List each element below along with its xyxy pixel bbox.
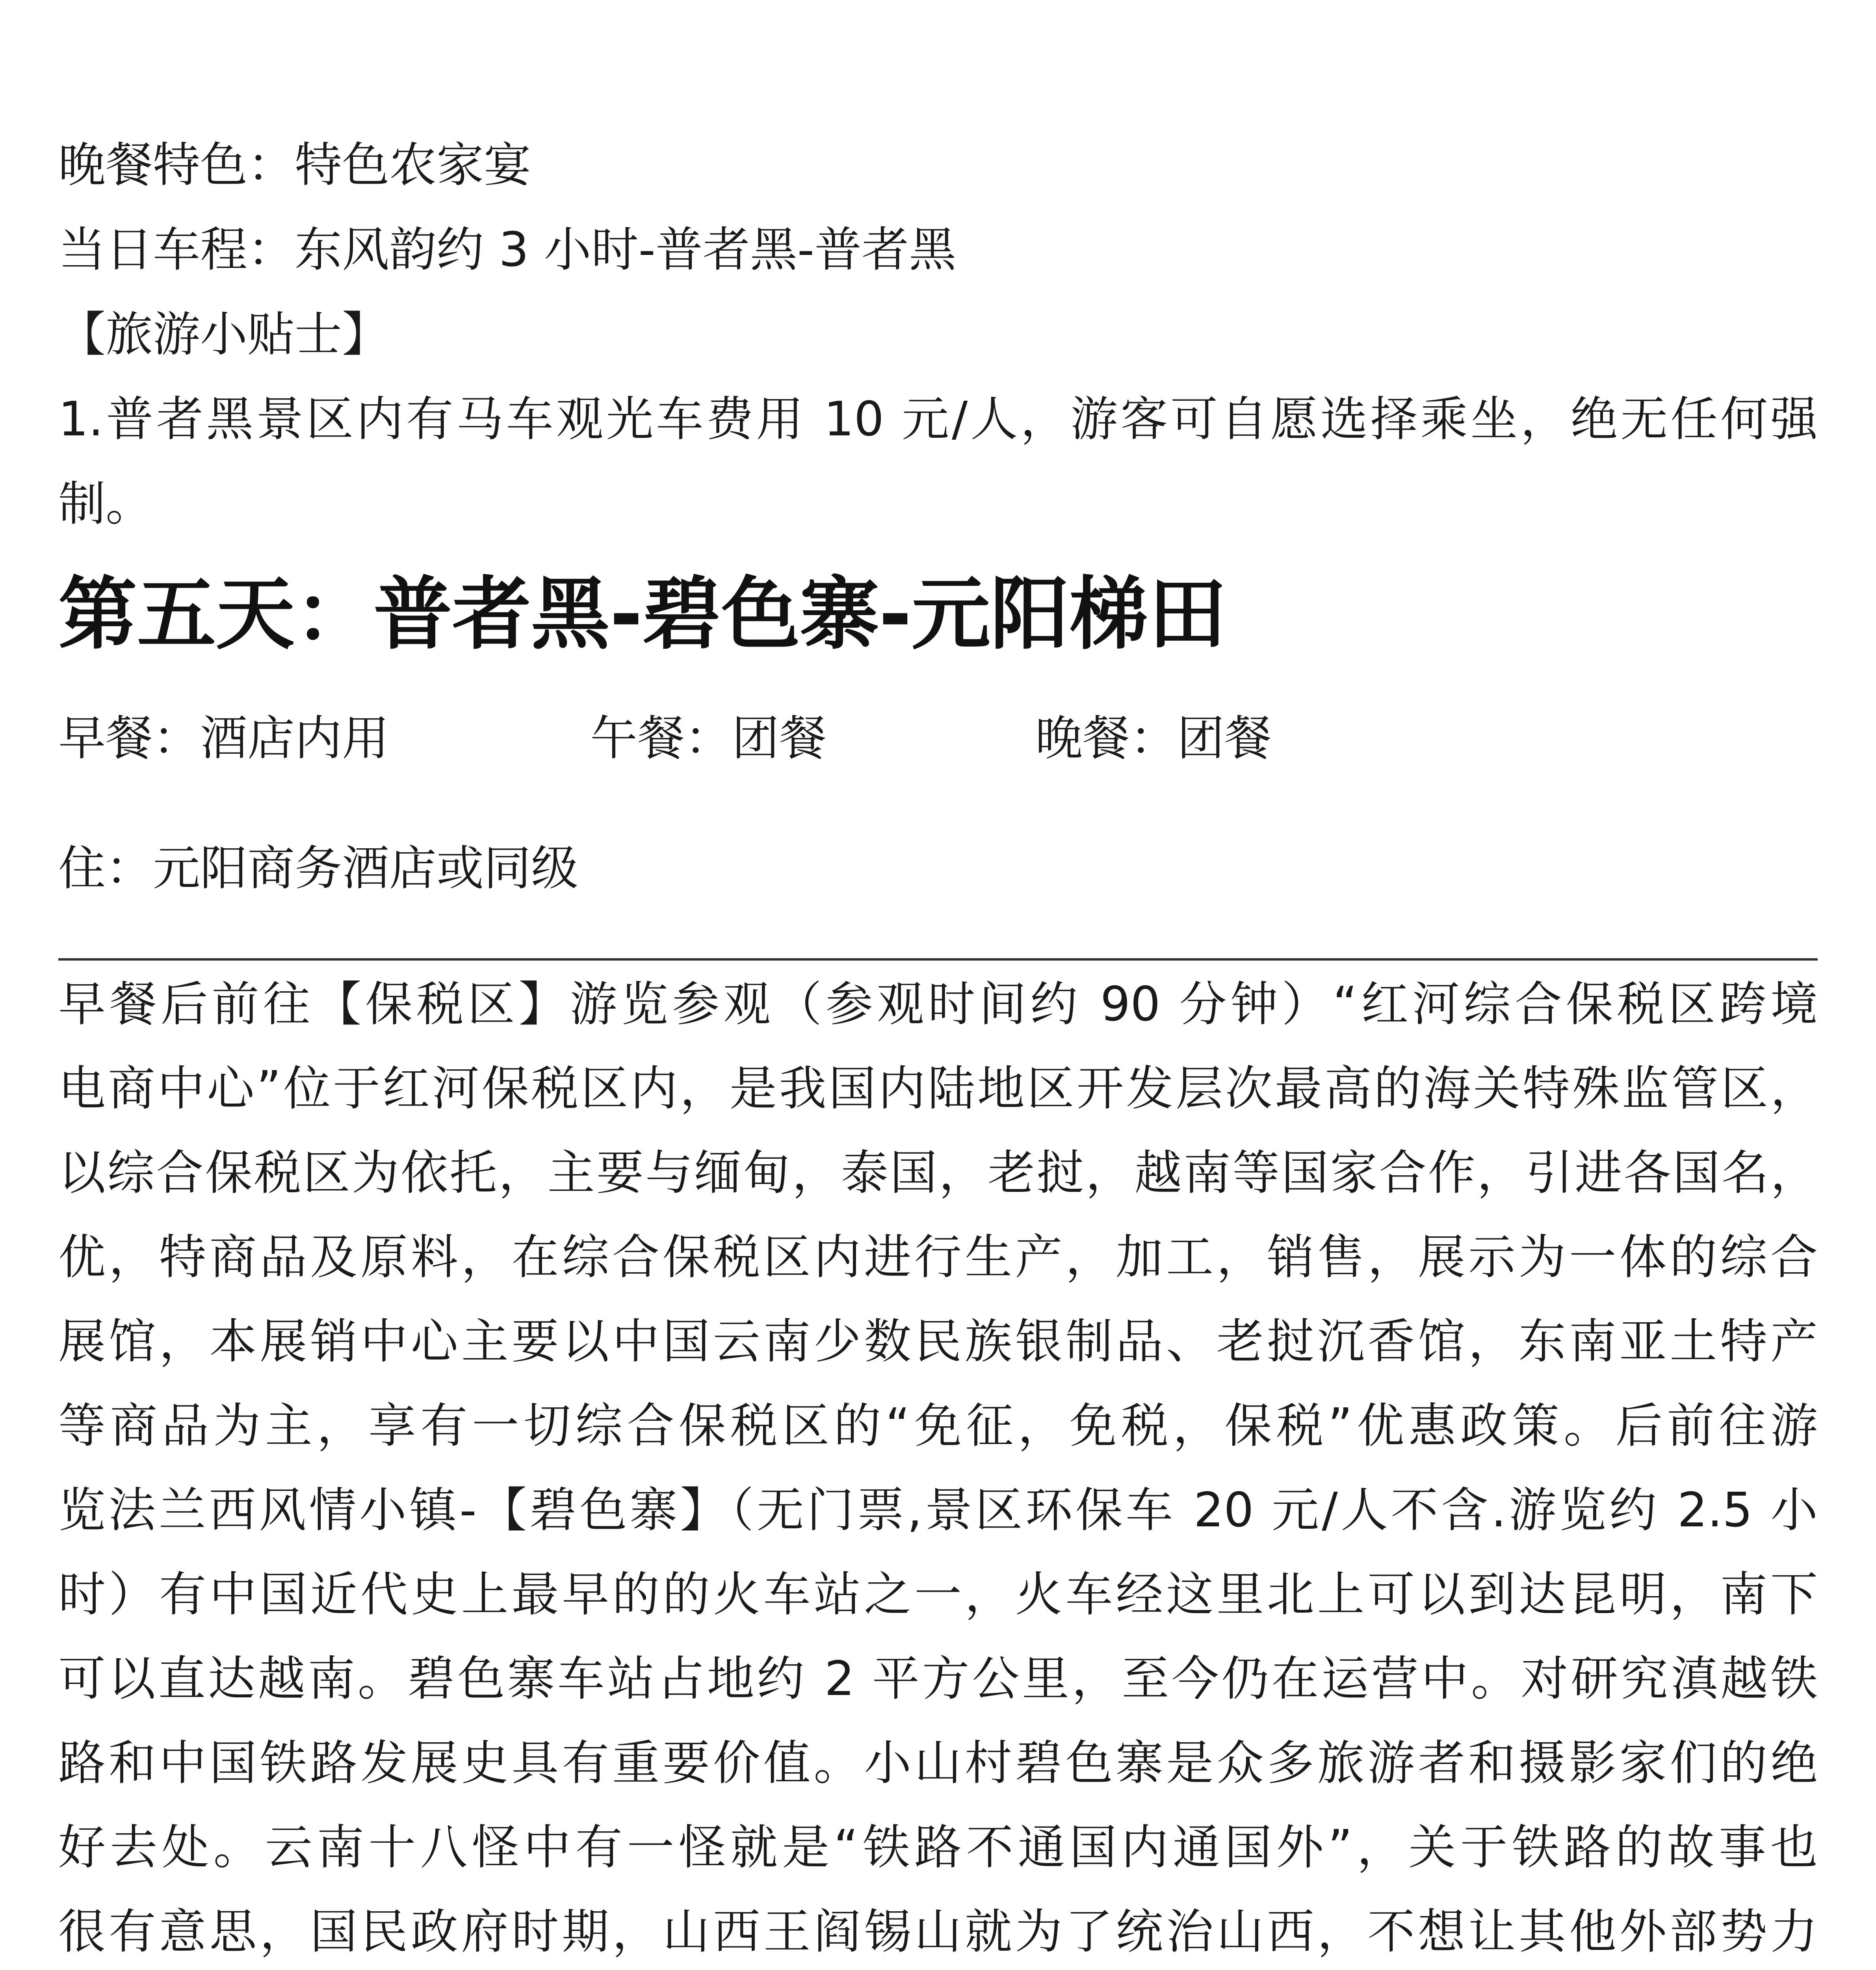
lunch-info: 午餐：团餐 (590, 711, 827, 766)
document-page (58, 0, 1818, 1970)
body-line: 电商中心”位于红河保税区内，是我国内陆地区开发层次最高的海关特殊监管区， (58, 1061, 1818, 1116)
body-line: 路和中国铁路发展史具有重要价值。小山村碧色寨是众多旅游者和摄影家们的绝 (58, 1736, 1818, 1791)
body-line: 好去处。云南十八怪中有一怪就是“铁路不通国内通国外”，关于铁路的故事也 (58, 1820, 1818, 1875)
body-line: 早餐后前往【保税区】游览参观（参观时间约 90 分钟）“红河综合保税区跨境 (58, 977, 1818, 1032)
body-line: 以综合保税区为依托，主要与缅甸，泰国，老挝，越南等国家合作，引进各国名， (58, 1146, 1818, 1201)
accommodation-info: 住：元阳商务酒店或同级 (58, 841, 578, 896)
body-line: 览法兰西风情小镇-【碧色寨】（无门票,景区环保车 20 元/人不含.游览约 2.5 小 (58, 1483, 1818, 1538)
day-five-heading: 第五天：普者黑-碧色寨-元阳梯田 (58, 569, 1227, 660)
travel-time-line: 当日车程：东风韵约 3 小时-普者黑-普者黑 (58, 223, 957, 277)
body-line: 等商品为主，享有一切综合保税区的“免征，免税，保税”优惠政策。后前往游 (58, 1399, 1818, 1453)
breakfast-info: 早餐：酒店内用 (58, 711, 389, 766)
body-line: 展馆，本展销中心主要以中国云南少数民族银制品、老挝沉香馆，东南亚土特产 (58, 1314, 1818, 1369)
body-line: 优，特商品及原料，在综合保税区内进行生产，加工，销售，展示为一体的综合 (58, 1230, 1818, 1285)
tip-line-1: 1.普者黑景区内有马车观光车费用 10 元/人，游客可自愿选择乘坐，绝无任何强 (58, 392, 1818, 447)
body-line: 很有意思，国民政府时期，山西王阎锡山就为了统治山西，不想让其他外部势力 (58, 1905, 1818, 1959)
body-line: 时）有中国近代史上最早的的火车站之一，火车经这里北上可以到达昆明，南下 (58, 1567, 1818, 1622)
dinner-info: 晚餐：团餐 (1035, 711, 1272, 766)
body-line: 可以直达越南。碧色寨车站占地约 2 平方公里，至今仍在运营中。对研究滇越铁 (58, 1652, 1818, 1706)
tip-line-2: 制。 (58, 477, 153, 532)
dinner-special-line: 晚餐特色：特色农家宴 (58, 138, 531, 193)
section-divider (58, 958, 1818, 961)
travel-tips-title: 【旅游小贴士】 (58, 307, 389, 362)
